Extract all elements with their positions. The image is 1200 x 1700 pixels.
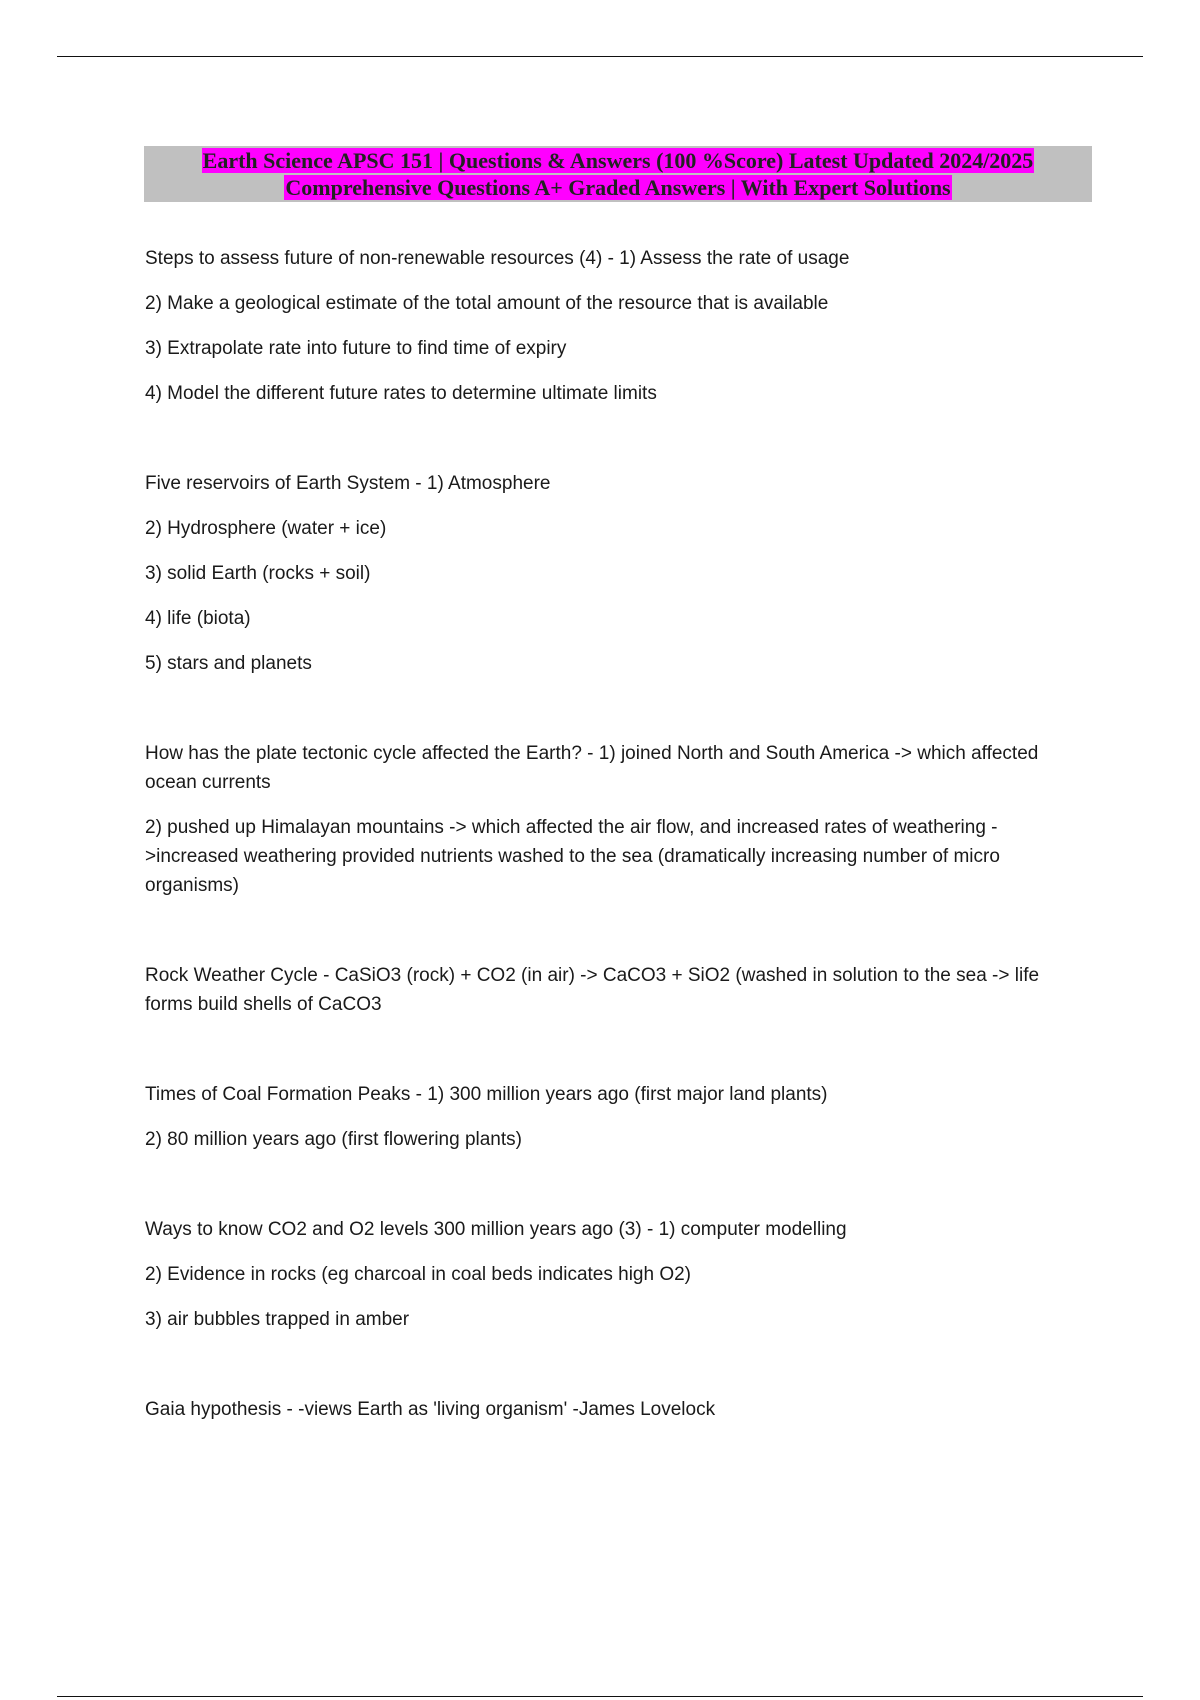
qa-entry	[145, 961, 1075, 1019]
qa-content	[145, 244, 1075, 1485]
qa-line: Times of Coal Formation Peaks - 1) 300 million years ago (first major land plants)	[145, 1084, 828, 1105]
qa-entry	[145, 244, 1075, 408]
qa-line: How has the plate tectonic cycle affected the Earth? - 1) joined North and South America -> which affected ocean currents	[145, 743, 1039, 793]
qa-line: 3) air bubbles trapped in amber	[145, 1309, 410, 1330]
qa-entry	[145, 739, 1075, 900]
bottom-rule	[57, 1696, 1143, 1697]
qa-line: 3) Extrapolate rate into future to find time of expiry	[145, 338, 567, 359]
qa-entry	[145, 1395, 1075, 1424]
qa-entry	[145, 469, 1075, 678]
qa-line: 4) Model the different future rates to determine ultimate limits	[145, 383, 657, 404]
qa-line: 5) stars and planets	[145, 653, 312, 674]
qa-line: Five reservoirs of Earth System - 1) Atmosphere	[145, 473, 551, 494]
qa-line: 2) Hydrosphere (water + ice)	[145, 518, 387, 539]
qa-entry	[145, 1215, 1075, 1334]
title-line-1: Earth Science APSC 151 | Questions & Answers (100 %Score) Latest Updated 2024/2025	[202, 148, 1034, 173]
qa-entry	[145, 1080, 1075, 1154]
qa-line: 2) Evidence in rocks (eg charcoal in coal beds indicates high O2)	[145, 1264, 692, 1285]
top-rule	[57, 56, 1143, 57]
qa-line: 2) Make a geological estimate of the total amount of the resource that is available	[145, 293, 829, 314]
qa-line: 4) life (biota)	[145, 608, 251, 629]
qa-line: 3) solid Earth (rocks + soil)	[145, 563, 371, 584]
qa-line: 2) 80 million years ago (first flowering plants)	[145, 1129, 522, 1150]
document-title	[144, 146, 1092, 202]
qa-line: Rock Weather Cycle - CaSiO3 (rock) + CO2 (in air) -> CaCO3 + SiO2 (washed in solution to the sea -> life forms build shells of CaCO3	[145, 965, 1040, 1015]
qa-line: Gaia hypothesis - -views Earth as 'living organism' -James Lovelock	[145, 1399, 716, 1420]
qa-line: Ways to know CO2 and O2 levels 300 million years ago (3) - 1) computer modelling	[145, 1219, 847, 1240]
title-line-2: Comprehensive Questions A+ Graded Answers | With Expert Solutions	[285, 175, 951, 200]
qa-line: 2) pushed up Himalayan mountains -> which affected the air flow, and increased rates of weathering - >increased weathering provided nutrients washed to the sea (dramatically increasing number of micro organisms)	[145, 817, 1000, 896]
qa-line: Steps to assess future of non-renewable resources (4) - 1) Assess the rate of usage	[145, 248, 850, 269]
